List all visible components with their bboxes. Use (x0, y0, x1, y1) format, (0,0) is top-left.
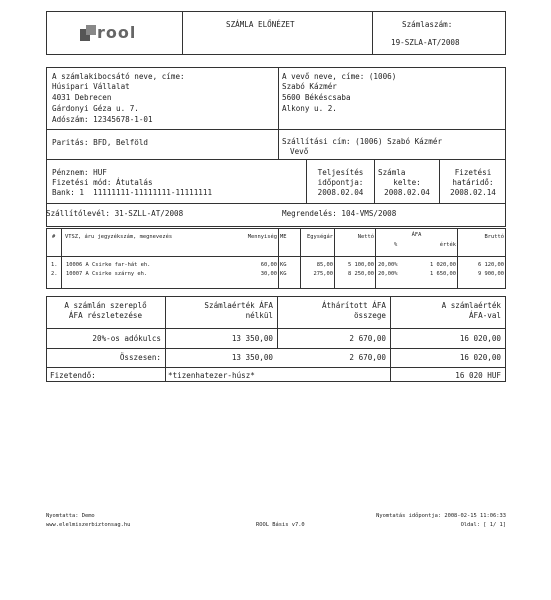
row-num: 2. (51, 271, 58, 277)
vat-rate-net: 13 350,00 (231, 334, 273, 343)
summary-col3-header2: összege (353, 311, 386, 320)
col-header-vat: ÁFA (411, 232, 422, 238)
summary-col4-header2: ÁFA-val (468, 311, 501, 320)
buyer-name: Szabó Kázmér (282, 82, 337, 91)
col-header-num: # (52, 234, 56, 240)
divider (46, 159, 506, 160)
col-header-unit: ME (280, 234, 287, 240)
row-desc: 10006 A Csirke far-hát eh. (66, 262, 151, 268)
col-header-net: Nettó (357, 234, 374, 240)
row-vat-val: 1 020,00 (430, 262, 456, 268)
summary-col1-header2: ÁFA részletezése (68, 311, 143, 320)
divider (372, 11, 373, 55)
seller-heading: A számlakibocsátó neve, címe: (52, 72, 185, 81)
seller-tax-number: Adószám: 12345678-1-01 (52, 115, 153, 124)
software-version: ROOL Básis v7.0 (256, 522, 305, 528)
divider (278, 228, 279, 289)
invoice-date-label: Számla (378, 168, 406, 177)
due-date-label: Fizetési (454, 168, 492, 177)
bank-account: Bank: 1 11111111-11111111-11111111 (52, 188, 213, 197)
col-header-vat-pct: % (394, 242, 398, 248)
col-header-vat-val: érték (439, 242, 456, 248)
row-net: 5 100,00 (348, 262, 374, 268)
due-date: 2008.02.14 (450, 188, 496, 197)
row-vat-pct: 20,00% (378, 271, 398, 277)
divider (182, 11, 183, 55)
divider (46, 129, 506, 130)
performance-date-label: Teljesítés (317, 168, 364, 177)
invoice-number: 19-SZLA-AT/2008 (391, 38, 460, 47)
payment-method: Fizetési mód: Átutalás (52, 178, 153, 187)
performance-date-label2: időpontja: (317, 178, 364, 187)
total-label: Összesen: (119, 353, 161, 362)
col-header-desc: VTSZ, áru jegyzékszám, megnevezés (65, 234, 173, 240)
row-net: 8 250,00 (348, 271, 374, 277)
total-gross: 16 020,00 (459, 353, 501, 362)
divider (46, 203, 506, 204)
row-unit: KG (280, 262, 287, 268)
summary-col2-header: Számlaérték ÁFA (204, 301, 273, 310)
row-unit: KG (280, 271, 287, 277)
delivery-note-ref: Szállítólevél: 31-SZLL-AT/2008 (46, 209, 184, 218)
total-net: 13 350,00 (231, 353, 273, 362)
row-gross: 9 900,00 (478, 271, 504, 277)
divider (278, 67, 279, 159)
row-desc: 10007 A Csirke szárny eh. (66, 271, 148, 277)
col-header-qty: Mennyiség (247, 234, 277, 240)
shipping-address-line2: Vevő (290, 147, 309, 156)
divider (46, 348, 506, 349)
seller-name: Húsipari Vállalat (52, 82, 130, 91)
vat-rate-vat: 2 670,00 (349, 334, 386, 343)
shipping-address-line1: Szállítási cím: (1006) Szabó Kázmér (282, 137, 443, 146)
row-num: 1. (51, 262, 58, 268)
row-vat-val: 1 650,00 (430, 271, 456, 277)
col-header-gross: Bruttó (484, 234, 504, 240)
paritas: Paritás: BFD, Belföld (52, 138, 149, 147)
performance-date: 2008.02.04 (317, 188, 364, 197)
document-title: SZÁMLA ELŐNÉZET (226, 20, 295, 29)
divider (46, 328, 506, 329)
order-ref: Megrendelés: 104-VMS/2008 (282, 209, 397, 218)
logo-text: rool (97, 23, 137, 42)
divider (61, 228, 62, 289)
seller-address-line1: 4031 Debrecen (52, 93, 112, 102)
row-qty: 30,00 (260, 271, 277, 277)
row-price: 275,00 (313, 271, 333, 277)
divider (46, 256, 506, 257)
buyer-heading: A vevő neve, címe: (1006) (282, 72, 397, 81)
website-link[interactable]: www.elelmiszerbiztonsag.hu (46, 522, 131, 528)
invoice-number-label: Számlaszám: (402, 20, 453, 29)
currency: Pénznem: HUF (52, 168, 107, 177)
col-header-price: Egységár (307, 234, 333, 240)
printed-by: Nyomtatta: Demo (46, 513, 95, 519)
divider (46, 367, 506, 368)
summary-col3-header: Áthárított ÁFA (321, 301, 386, 310)
row-price: 85,00 (316, 262, 333, 268)
invoice-date-label2: kelte: (393, 178, 421, 187)
summary-col2-header2: nélkül (245, 311, 273, 320)
payable-amount: 16 020 HUF (455, 371, 501, 380)
row-vat-pct: 20,00% (378, 262, 398, 268)
total-vat: 2 670,00 (349, 353, 386, 362)
payable-label: Fizetendő: (50, 371, 96, 380)
vat-rate-gross: 16 020,00 (459, 334, 501, 343)
buyer-address-line1: 5600 Békéscsaba (282, 93, 351, 102)
summary-col4-header: A számlaérték (441, 301, 501, 310)
invoice-date: 2008.02.04 (384, 188, 430, 197)
row-qty: 60,00 (260, 262, 277, 268)
seller-address-line2: Gárdonyi Géza u. 7. (52, 104, 139, 113)
due-date-label2: határidő: (452, 178, 494, 187)
print-time: Nyomtatás időpontja: 2008-02-15 11:06:33 (376, 513, 506, 519)
buyer-address-line2: Alkony u. 2. (282, 104, 337, 113)
page-number: Oldal: [ 1/ 1] (460, 522, 506, 528)
payable-in-words: *tizenhatezer-húsz* (168, 371, 255, 380)
summary-col1-header: A számlán szereplő (64, 301, 147, 310)
row-gross: 6 120,00 (478, 262, 504, 268)
vat-rate-label: 20%-os adókulcs (92, 334, 161, 343)
